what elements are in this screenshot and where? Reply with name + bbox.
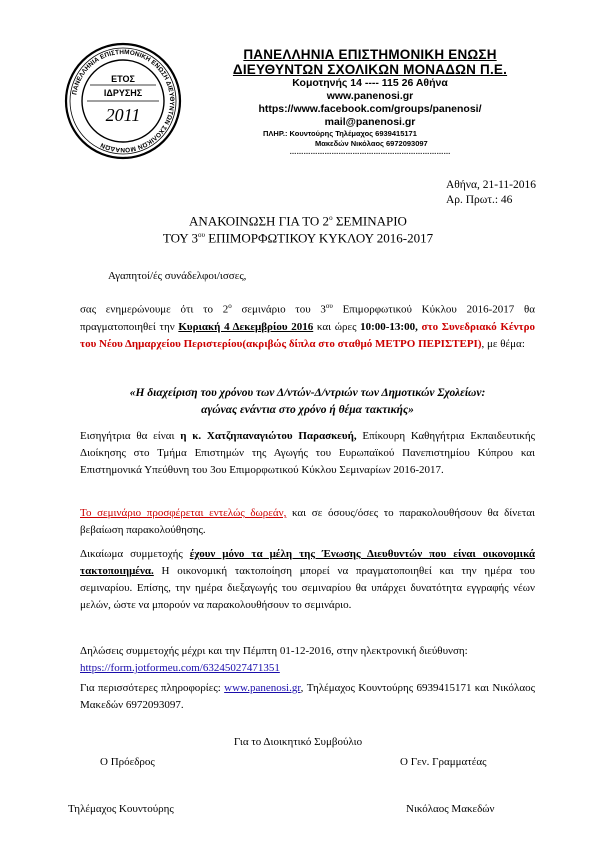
free-notice: Το σεμινάριο προσφέρεται εντελώς δωρεάν, — [80, 507, 287, 519]
document-date: Αθήνα, 21-11-2016 — [445, 179, 536, 191]
speaker-name: η κ. Χατζηπαναγιώτου Παρασκευή, — [180, 430, 357, 442]
announcement-paragraph: σας ενημερώνουμε ότι το $2^o$ σεμινάριο του $3^{o\upsilon}$ Επιμορφωτικού Κύκλου 2016-2017 θα πραγματοποιηθεί την Κυριακή 4 Δεκεμβρίου 2016 και ώρες 10:00-13:00, στο Συνεδριακό Κέντρο του Νέου Δημαρχείου Περιστερίου(ακριβώς δίπλα στο σταθμό ΜΕΤΡΟ ΠΕΡΙΣΤΕΡΙ), με θέμα: — [80, 302, 535, 350]
seal-graphic — [63, 41, 183, 161]
org-dots: …………………………………………………………… — [289, 149, 451, 156]
org-name-line2: ΔΙΕΥΘΥΝΤΩΝ ΣΧΟΛΙΚΩΝ ΜΟΝΑΔΩΝ Π.Ε. — [232, 62, 508, 77]
org-website[interactable]: www.panenosi.gr — [326, 90, 414, 102]
president-role: Ο Πρόεδρος — [100, 756, 155, 768]
date-block — [446, 178, 536, 208]
secretary-role: Ο Γεν. Γραμματέας — [400, 756, 487, 768]
registration-link[interactable]: https://form.jotformeu.com/63245027471351 — [80, 662, 280, 674]
org-facebook[interactable]: https://www.facebook.com/groups/panenosi/ — [258, 103, 482, 115]
org-contact-1: ΠΛΗΡ.: Κουντούρης Τηλέμαχος 6939415171 — [263, 129, 417, 138]
info-website-link[interactable]: www.panenosi.gr — [224, 682, 301, 694]
seal-year: 2011 — [105, 105, 141, 125]
eligibility-paragraph: Δικαίωμα συμμετοχής έχουν μόνο τα μέλη της Ένωσης Διευθυντών που είναι οικονομικά τακτοποιημένα. Η οικονομική τακτοποίηση μπορεί να πραγματοποιηθεί και την ημέρα του σεμιναρίου. Επίσης, την ημέρα διεξαγωγής του σεμιναρίου θα υπάρχει δυνατότητα εγγραφής νέων μελών, ώστε να μπορούν να παρακολουθήσουν το σεμινάριο. — [80, 548, 535, 611]
speaker-paragraph: Εισηγήτρια θα είναι η κ. Χατζηπαναγιώτου Παρασκευή, Επίκουρη Καθηγήτρια Εκπαιδευτικής Διοίκησης στο Τμήμα Επιστημών της Αγωγής του Ευρωπαϊκού Πανεπιστημίου Κύπρου και Επιστημονικά Υπεύθυνη του 3ου Επιμορφωτικού Κύκλου Σεμιναρίων 2016-2017. — [80, 430, 536, 476]
seal-line2: ΙΔΡΥΣΗΣ — [103, 88, 143, 98]
title-line2: ΤΟΥ $3^{o\upsilon}$ ΕΠΙΜΟΡΦΩΤΙΚΟΥ ΚΥΚΛΟΥ 2016-2017 — [162, 230, 434, 246]
eligibility-notice: έχουν μόνο τα μέλη της Ένωσης Διευθυντών που είναι οικονομικά τακτοποιημένα. — [80, 548, 535, 577]
greeting: Αγαπητοί/ές συνάδελφοι/ισσες, — [108, 270, 247, 282]
seminar-theme: «Η διαχείριση του χρόνου των Δ/ντών-Δ/ντριών των Δημοτικών Σχολείων: αγώνας ενάντια στο χρόνο ή θέμα τακτικής» — [129, 387, 486, 416]
secretary-name: Νικόλαος Μακεδών — [406, 803, 495, 815]
seal-line1: ΕΤΟΣ — [111, 74, 135, 84]
president-name: Τηλέμαχος Κουντούρης — [68, 803, 174, 815]
protocol-number: Αρ. Πρωτ.: 46 — [445, 194, 513, 206]
organization-header — [205, 47, 535, 157]
org-address: Κομοτηνής 14 ---- 115 26 Αθήνα — [292, 77, 448, 89]
board-signature-heading: Για το Διοικητικό Συμβούλιο — [233, 736, 363, 748]
info-paragraph: Για περισσότερες πληροφορίες: www.panenosi.gr, Τηλέμαχος Κουντούρης 6939415171 και Νικόλαος Μακεδών 6972093097. — [80, 682, 535, 711]
title-line1: ΑΝΑΚΟΙΝΩΣΗ ΓΙΑ ΤΟ $2^o$ ΣΕΜΙΝΑΡΙΟ — [189, 213, 407, 229]
org-contact-2: Μακεδών Νικόλαος 6972093097 — [315, 139, 428, 148]
free-paragraph: Το σεμινάριο προσφέρεται εντελώς δωρεάν, και σε όσους/όσες το παρακολουθήσουν θα δίνεται βεβαίωση παρακολούθησης. — [80, 507, 536, 536]
org-name-line1: ΠΑΝΕΛΛΗΝΙΑ ΕΠΙΣΤΗΜΟΝΙΚΗ ΕΝΩΣΗ — [243, 47, 497, 62]
seminar-location: στο Συνεδριακό Κέντρο του Νέου Δημαρχείου Περιστερίου(ακριβώς δίπλα στο σταθμό ΜΕΤΡΟ ΠΕΡΙΣΤΕΡΙ) — [80, 320, 535, 350]
org-email[interactable]: mail@panenosi.gr — [324, 116, 416, 128]
seminar-time: 10:00-13:00, — [360, 320, 418, 333]
seal-ring-text: ΠΑΝΕΛΛΗΝΙΑ ΕΠΙΣΤΗΜΟΝΙΚΗ ΕΝΩΣΗ ΔΙΕΥΘΥΝΤΩΝ ΣΧΟΛΙΚΩΝ ΜΟΝΑΔΩΝ — [71, 48, 176, 154]
seminar-date: Κυριακή 4 Δεκεμβρίου 2016 — [178, 320, 314, 333]
founding-year-seal — [63, 41, 183, 161]
registration-paragraph: Δηλώσεις συμμετοχής μέχρι και την Πέμπτη 01-12-2016, στην ηλεκτρονική διεύθυνση: https://form.jotformeu.com/63245027471351 — [80, 645, 468, 674]
